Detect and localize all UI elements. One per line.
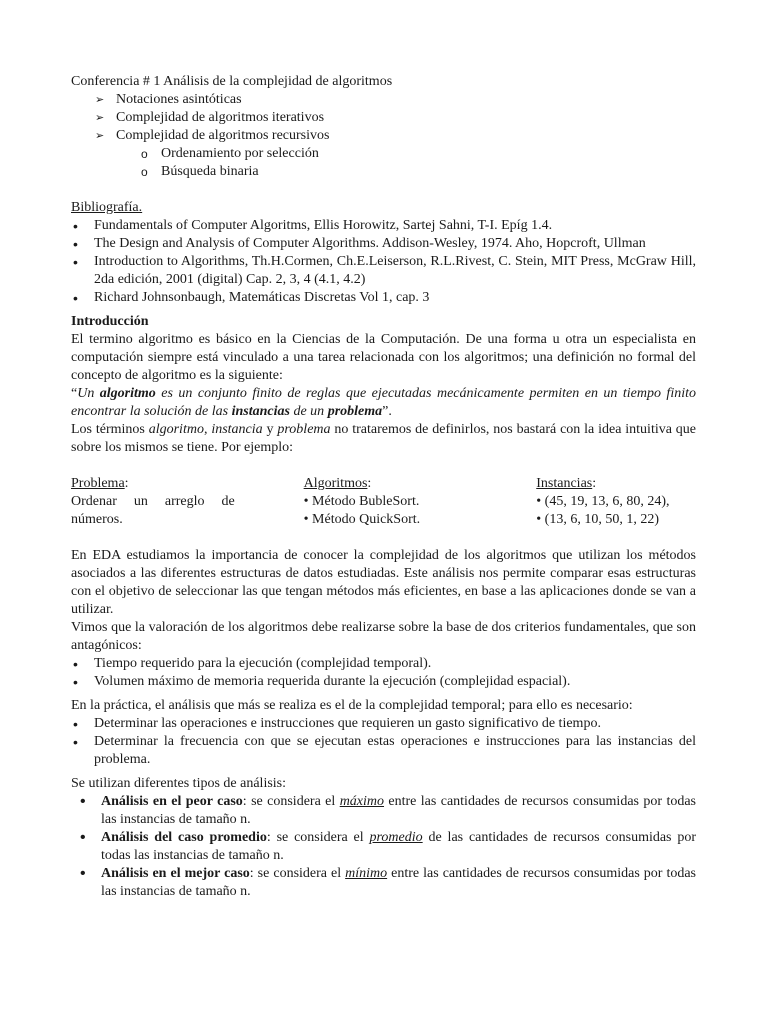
practice-paragraph: En la práctica, el análisis que más se realiza es el de la complejidad temporal; para ello es necesario: — [71, 698, 633, 713]
problem-label: Problema — [71, 476, 125, 491]
problem-text: Ordenar un arreglo de — [71, 494, 235, 509]
topic-item: ➢ Notaciones asintóticas — [71, 91, 696, 109]
steps-list — [71, 715, 696, 769]
term-algoritmo: algoritmo — [99, 386, 156, 401]
term-problema: problema — [327, 404, 383, 419]
bibliography-item: • Introduction to Algorithms, Th.H.Cormen, Ch.E.Leiserson, R.L.Rivest, C. Stein, MIT Press, McGraw Hill, 2da edición, 2001 (digital) Cap. 2, 3, 4 (4.1, 4.2) — [71, 253, 696, 289]
criteria-item: • Volumen máximo de memoria requerida durante la ejecución (complejidad espacial). — [71, 673, 696, 691]
instances-column: Instancias: • (45, 19, 13, 6, 80, 24), • (13, 6, 10, 50, 1, 22) — [536, 475, 696, 529]
bibliography-item: • Fundamentals of Computer Algoritms, Ellis Horowitz, Sartej Sahni, T-I. Epíg 1.4. — [71, 217, 696, 235]
analysis-types-list — [71, 793, 696, 901]
criteria-list — [71, 655, 696, 691]
subtopic-item: o Ordenamiento por selección — [71, 145, 696, 163]
algorithm-item: • Método BubleSort. — [303, 494, 420, 509]
analysis-type-item: • Análisis en el peor caso: se considera el máximo entre las cantidades de recursos consumidas por todas las instancias de tamaño n. — [71, 793, 696, 829]
subtopic-list — [71, 145, 696, 181]
topic-item: ➢ Complejidad de algoritmos recursivos — [71, 127, 696, 145]
step-item: • Determinar las operaciones e instrucciones que requieren un gasto significativo de tiempo. — [71, 715, 696, 733]
analysis-type-item: • Análisis del caso promedio: se considera el promedio de las cantidades de recursos consumidas por todas las instancias de tamaño n. — [71, 829, 696, 865]
criteria-paragraph: Vimos que la valoración de los algoritmos debe realizarse sobre la base de dos criterios fundamentales, que son antagónicos: — [71, 620, 696, 653]
problem-text: números. — [71, 512, 123, 527]
bibliography-item: • The Design and Analysis of Computer Algorithms. Addison-Wesley, 1974. Aho, Hopcroft, Ullman — [71, 235, 696, 253]
analysis-type-item: • Análisis en el mejor caso: se considera el mínimo entre las cantidades de recursos consumidas por todas las instancias de tamaño n. — [71, 865, 696, 901]
intro-paragraph: El termino algoritmo es básico en la Ciencias de la Computación. De una forma u otra un especialista en computación siempre está vinculado a una tarea relacionada con los algoritmos; una definición no formal del concepto de algoritmo es la siguiente: — [71, 332, 696, 383]
criteria-item: • Tiempo requerido para la ejecución (complejidad temporal). — [71, 655, 696, 673]
quote-close: ”. — [382, 404, 392, 419]
algorithm-definition: “Un algoritmo es un conjunto finito de reglas que ejecutadas mecánicamente permiten en un tiempo finito encontrar la solución de las instancias de un problema”. — [71, 386, 696, 419]
instance-item: • (45, 19, 13, 6, 80, 24), — [536, 494, 670, 509]
example-table — [71, 475, 696, 529]
terms-paragraph: Los términos algoritmo, instancia y problema no trataremos de definirlos, nos bastará con la idea intuitiva que sobre los mismos se tiene. Por ejemplo: — [71, 422, 697, 455]
keyword: mínimo — [345, 866, 388, 881]
term-instancias: instancias — [231, 404, 290, 419]
lecture-title: Conferencia # 1 Análisis de la complejidad de algoritmos — [71, 74, 393, 89]
keyword: máximo — [339, 794, 385, 809]
topic-item: ➢ Complejidad de algoritmos iterativos — [71, 109, 696, 127]
instance-item: • (13, 6, 10, 50, 1, 22) — [536, 512, 659, 527]
problem-column: Problema: Ordenar un arreglo de números. — [71, 476, 235, 527]
algorithms-column: Algoritmos: • Método BubleSort. • Método QuickSort. — [304, 475, 537, 529]
bibliography-heading: Bibliografía. — [71, 200, 143, 215]
analysis-types-paragraph: Se utilizan diferentes tipos de análisis: — [71, 776, 287, 791]
topic-list — [71, 91, 696, 145]
subtopic-item: o Búsqueda binaria — [71, 163, 696, 181]
quote-open: “ — [71, 386, 78, 401]
step-item: • Determinar la frecuencia con que se ejecutan estas operaciones e instrucciones para las instancias del problema. — [71, 733, 696, 769]
algorithms-label: Algoritmos — [303, 476, 368, 491]
bibliography-item: • Richard Johnsonbaugh, Matemáticas Discretas Vol 1, cap. 3 — [71, 289, 696, 307]
bibliography-list — [71, 217, 696, 307]
keyword: promedio — [369, 830, 423, 845]
eda-paragraph: En EDA estudiamos la importancia de conocer la complejidad de los algoritmos que utilizan los métodos asociados a las diferentes estructuras de datos estudiadas. Este análisis nos permite comparar esas estructuras con el objetivo de seleccionar las que tengan métodos más eficientes, en base a las aplicaciones donde se van a utilizar. — [71, 548, 696, 617]
instances-label: Instancias — [536, 476, 593, 491]
intro-heading: Introducción — [71, 314, 149, 329]
algorithm-item: • Método QuickSort. — [303, 512, 421, 527]
